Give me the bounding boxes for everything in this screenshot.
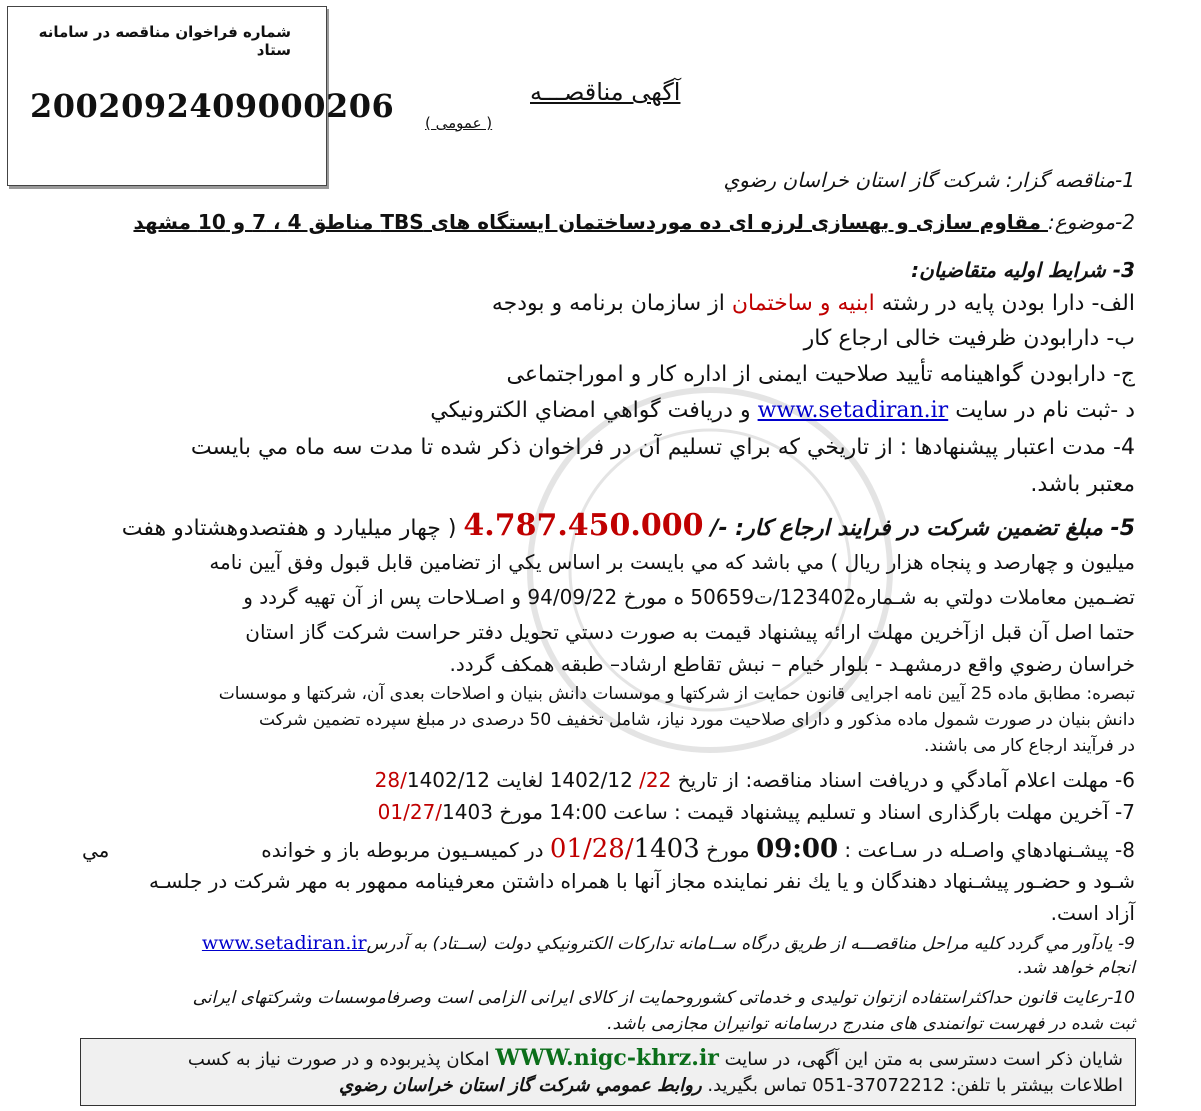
section-3-a-pre: الف- دارا بودن پایه در رشته [874, 291, 1135, 316]
section-6 [375, 768, 1135, 792]
footer-line-2 [339, 1075, 1123, 1096]
section-5-line-2: میلیون و چهارصد و پنجاه هزار ریال ) مي باشد که مي بایست بر اساس یکي از تضامین قابل قبول وفق آیین نامه [209, 550, 1135, 574]
note-line-1: تبصره: مطابق ماده 25 آیین نامه اجرایی قانون حمایت از شرکتها و موسسات دانش بنیان و اصلاحات بعدی آن، شرکتها و موسسات [218, 684, 1135, 704]
setadiran-link-2[interactable]: www.setadiran.ir [201, 932, 367, 954]
section-1 [723, 168, 1135, 192]
section-6-date-2-day: 28/ [374, 768, 407, 792]
section-6-date-1-rest: 1402/12 [549, 768, 640, 792]
footer-public-relations: روابط عمومي شركت گاز استان خراسان رضوي [339, 1075, 702, 1096]
section-3-d [430, 398, 1135, 423]
section-3-a-field: ابنیه و ساختمان [731, 291, 875, 316]
section-8-post: در كميسـيون مربوطه باز و خوانده [261, 838, 550, 862]
nigc-site-link[interactable]: WWW.nigc-khrz.ir [495, 1045, 719, 1071]
section-8-mi: مي [82, 838, 110, 862]
tender-number-box [7, 6, 395, 186]
section-5-line-4: حتما اصل آن قبل ازآخرین مهلت ارائه پیشنهاد قیمت به صورت دستي تحویل دفتر حراست شرکت گاز استان [245, 620, 1135, 644]
section-7-pre: 7- آخرين مهلت بارگذاری اسناد و تسليم پيشنهاد قيمت : ساعت 14:00 مورخ [492, 800, 1135, 824]
section-5-line-3: تضـمین معاملات دولتي به شـماره123402/ت50659 ه مورخ 94/09/22 و اصـلاحات پس از آن تهیه گردد و [243, 585, 1135, 609]
section-2 [133, 210, 1135, 234]
setadiran-link[interactable]: www.setadiran.ir [757, 398, 949, 423]
section-4-line-2: معتبر باشد. [1030, 472, 1135, 497]
section-3-b: ب- دارابودن ظرفیت خالی ارجاع کار [803, 326, 1135, 351]
section-3-a [492, 291, 1135, 316]
section-5-line-1 [122, 508, 1135, 543]
section-8-date-red: 01/28/ [549, 834, 634, 864]
section-8-line-3: آزاد است. [1050, 901, 1135, 925]
notice-subtitle: ( عمومی ) [425, 114, 493, 132]
footer-line-1-post: امكان پذيربوده و در صورت نياز به كسب [187, 1049, 496, 1070]
section-3-d-pre: د -ثبت نام در سایت [948, 398, 1135, 423]
section-6-date-2-rest: 1402/12 [406, 768, 490, 792]
notice-title: آگهی مناقصـــه [530, 78, 681, 106]
section-1-text: شرکت گاز استان خراسان رضوي [723, 168, 1006, 192]
section-3-c: ج- دارابودن گواهينامه تأييد صلاحيت ايمنى از اداره کار و اموراجتماعی [506, 362, 1135, 387]
section-6-mid: لغایت [489, 768, 550, 792]
section-3-d-post: و دريافت گواهي امضاي الكترونيكي [430, 398, 758, 423]
section-8-pre: 8- پيشـنهادهاي واصـله در سـاعت : [838, 838, 1135, 862]
footer-phone-text: اطلاعات بيشتر با تلفن: 37072212-051 تماس بگيريد. [701, 1075, 1123, 1096]
section-10-line-2: ثبت شده در فهرست توانمندی های مندرج درسامانه توانیران مجازمی باشد. [607, 1014, 1135, 1034]
section-5-line-5: خراسان رضوي واقع درمشهـد - بلوار خیام – نبش تقاطع ارشاد– طبقه همکف گردد. [449, 652, 1135, 676]
section-8-mid: مورخ [699, 838, 757, 862]
section-8-line-1 [261, 834, 1135, 864]
section-6-pre: 6- مهلت اعلام آمادگي و دريافت اسناد مناقصه: از تاريخ [671, 768, 1135, 792]
tender-number: 2002092409000206 [30, 87, 395, 125]
section-8-line-2: شـود و حضـور پيشـنهاد دهندگان و يا يك نفر نماينده مجاز آنها با همراه داشتن معرفينامه ممهور به مهر شركت در جلسـه [148, 869, 1135, 893]
section-2-label: 2-موضوع: [1048, 210, 1135, 234]
section-6-date-1-day: 22/ [639, 768, 672, 792]
note-line-3: در فرآیند ارجاع کار می باشند. [924, 736, 1135, 756]
tender-number-caption: شماره فراخوان مناقصه در سامانه ستاد [38, 23, 291, 59]
section-7-year: 1403 [442, 800, 493, 824]
guarantee-amount: 4.787.450.000 [463, 508, 704, 543]
section-1-label: 1-مناقصه گزار: [1005, 168, 1135, 192]
section-4-line-1: 4- مدت اعتبار پيشنهادها : از تاريخي كه براي تسليم آن در فراخوان ذكر شده تا مدت سه ماه مي بايست [190, 435, 1135, 460]
footer-line-1-pre: شايان ذكر است دسترسی به متن این آگهی، در سایت [718, 1049, 1123, 1070]
section-7-date-red: 01/27/ [377, 800, 443, 824]
note-line-2: دانش بنیان در صورت شمول ماده مذکور و دارای صلاحیت مورد نیاز، شامل تخفیف 50 درصدی در مبلغ سپرده تضمین شرکت [258, 710, 1135, 730]
section-10-line-1: 10-رعایت قانون حداکثراستفاده ازتوان تولیدی و خدماتی کشوروحمایت از کالای ایرانی الزامی است وصرفاموسسات وشرکتهای ایرانی [192, 988, 1135, 1008]
section-7 [378, 800, 1135, 824]
section-9-line-1 [202, 932, 1135, 954]
section-5-label: 5- مبلغ تضمین شرکت در فرایند ارجاع کار: -/ [710, 516, 1135, 541]
section-3-title: 3- شرایط اولیه متقاضیان: [911, 258, 1135, 282]
section-3-a-post: از سازمان برنامه و بودجه [491, 291, 732, 316]
section-2-text: مقاوم سازی و بهسازی لرزه ای ده موردساختمان ایستگاه های TBS مناطق 4 ، 7 و 10 مشهد [133, 210, 1049, 234]
section-8-year: 1403 [633, 834, 700, 864]
footer-contact-box [80, 1038, 1136, 1106]
section-9-line-2: انجام خواهد شد. [1017, 958, 1135, 978]
section-8-time: 09:00 [756, 834, 839, 864]
section-5-tail: ( چهار میلیارد و هفتصدوهشتادو هفت [121, 516, 457, 541]
footer-line-1 [188, 1045, 1123, 1071]
section-9-pre: 9- يادآور مي گردد كليه مراحل مناقصـــه از طريق درگاه ســامانه تداركات الكترونيكي دولت (ســتاد) به آدرس [366, 934, 1135, 954]
